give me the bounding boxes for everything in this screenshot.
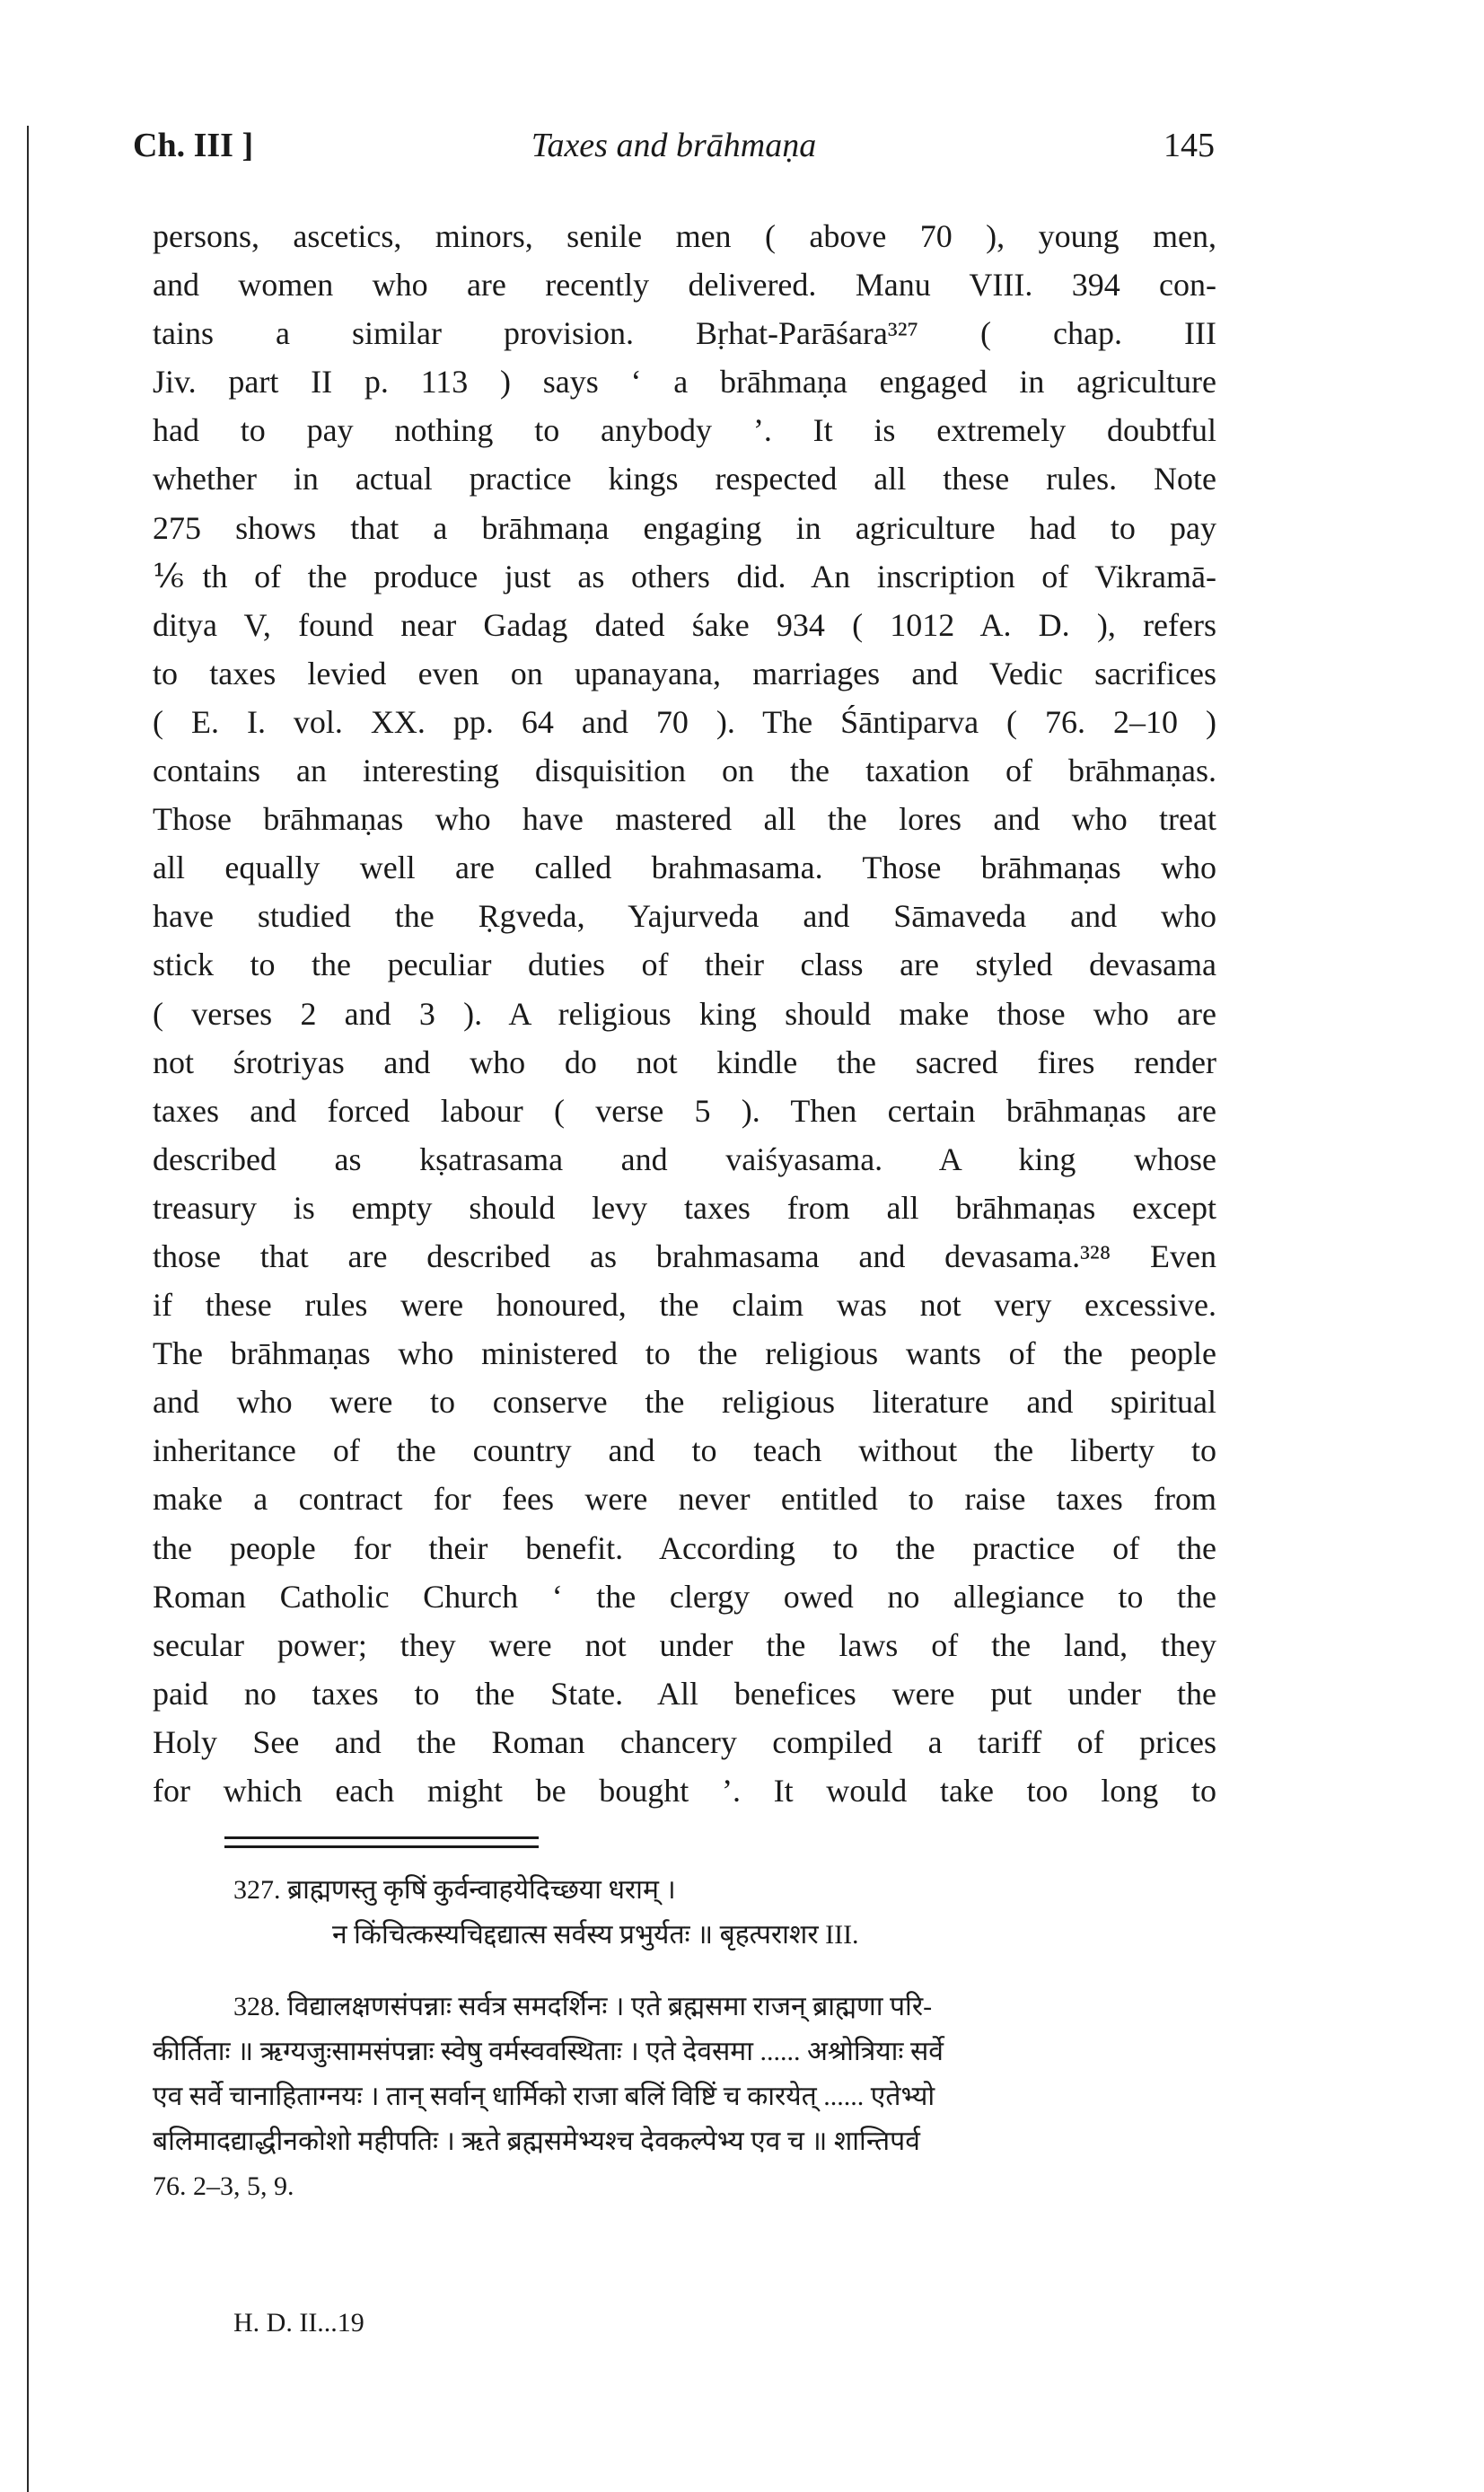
body-line: all equally well are called brahmasama. Those brāhmaṇas who [153,850,1216,886]
body-line: Holy See and the Roman chancery compiled a tariff of prices [153,1723,1216,1760]
footnote-328-line: कीर्तिताः ॥ ऋग्यजुःसामसंपन्नाः स्वेषु वर्मस्ववस्थिताः । एते देवसमा ...... अश्रोत्रियाः सर्वे [153,2037,944,2066]
body-line: not śrotriyas and who do not kindle the sacred fires render [153,1043,1216,1080]
body-line: whether in actual practice kings respected all these rules. Note [153,461,1216,498]
chapter-label: Ch. III ] [133,127,254,164]
body-line: ( E. I. vol. XX. pp. 64 and 70 ). The Śāntiparva ( 76. 2–10 ) [153,703,1216,740]
body-line: Jiv. part II p. 113 ) says ‘ a brāhmaṇa engaged in agriculture [153,364,1216,401]
body-line: 275 shows that a brāhmaṇa engaging in agriculture had to pay [153,509,1216,546]
body-line: had to pay nothing to anybody ’. It is extremely doubtful [153,412,1216,449]
binding-edge-line [27,126,29,2492]
signature-mark: H. D. II...19 [233,2308,364,2338]
body-line: make a contract for fees were never entitled to raise taxes from [153,1481,1216,1518]
footnote-rule [224,1836,539,1839]
body-line: taxes and forced labour ( verse 5 ). Then certain brāhmaṇas are [153,1092,1216,1129]
body-line: have studied the Ṛgveda, Yajurveda and Sāmaveda and who [153,898,1216,935]
body-line: secular power; they were not under the laws of the land, they [153,1626,1216,1663]
footnote-328-line: बलिमादद्याद्धीनकोशो महीपतिः । ऋते ब्रह्मसमेभ्यश्च देवकल्पेभ्य एव च ॥ शान्तिपर्व [153,2127,920,2156]
page-title: Taxes and brāhmaṇa [531,127,817,164]
body-line: the people for their benefit. According to the practice of the [153,1529,1216,1566]
footnote-327-line: 327. ब्राह्मणस्तु कृषिं कुर्वन्वाहयेदिच्छया धराम् । [233,1875,676,1905]
body-line: ditya V, found near Gadag dated śake 934 ( 1012 A. D. ), refers [153,606,1216,643]
body-line: ( verses 2 and 3 ). A religious king should make those who are [153,995,1216,1032]
body-text [153,212,1216,1815]
body-line: inheritance of the country and to teach without the liberty to [153,1432,1216,1469]
body-line: stick to the peculiar duties of their class are styled devasama [153,947,1216,983]
body-line: if these rules were honoured, the claim was not very excessive. [153,1287,1216,1324]
body-line: Those brāhmaṇas who have mastered all the lores and who treat [153,801,1216,838]
body-line: described as kṣatrasama and vaiśyasama. A king whose [153,1140,1216,1177]
body-line: those that are described as brahmasama and devasama.³²⁸ Even [153,1237,1216,1274]
body-line: to taxes levied even on upanayana, marriages and Vedic sacrifices [153,655,1216,691]
body-line: Roman Catholic Church ‘ the clergy owed no allegiance to the [153,1578,1216,1615]
body-line: and who were to conserve the religious literature and spiritual [153,1384,1216,1421]
body-line: tains a similar provision. Bṛhat-Parāśara³²⁷ ( chap. III [153,315,1216,352]
body-line: ⅙th of the produce just as others did. An inscription of Vikramā- [153,558,1216,594]
footnote-rule [224,1845,539,1848]
body-line: contains an interesting disquisition on the taxation of brāhmaṇas. [153,753,1216,789]
footnote-328-line: 76. 2–3, 5, 9. [153,2171,294,2201]
body-line: treasury is empty should levy taxes from all brāhmaṇas except [153,1189,1216,1226]
body-line: paid no taxes to the State. All benefices were put under the [153,1675,1216,1712]
footnote-328-line: 328. विद्यालक्षणसंपन्नाः सर्वत्र समदर्शिनः । एते ब्रह्मसमा राजन् ब्राह्मणा परि- [233,1992,933,2021]
footnote-328-line: एव सर्वे चानाहिताग्नयः । तान् सर्वान् धार्मिको राजा बलिं विष्टिं च कारयेत् ...... एतेभ्यो [153,2082,935,2111]
body-line: persons, ascetics, minors, senile men ( above 70 ), young men, [153,218,1216,254]
footnote-327-line: न किंचित्कस्यचिद्दद्यात्स सर्वस्य प्रभुर्यतः ॥ बृहत्पराशर III. [332,1920,859,1950]
page-number: 145 [1163,127,1215,164]
body-line: for which each might be bought ’. It would take too long to [153,1773,1216,1809]
footnotes [153,1868,1216,2209]
body-line: The brāhmaṇas who ministered to the religious wants of the people [153,1335,1216,1372]
running-header [133,126,1215,180]
body-line: and women who are recently delivered. Manu VIII. 394 con- [153,267,1216,304]
